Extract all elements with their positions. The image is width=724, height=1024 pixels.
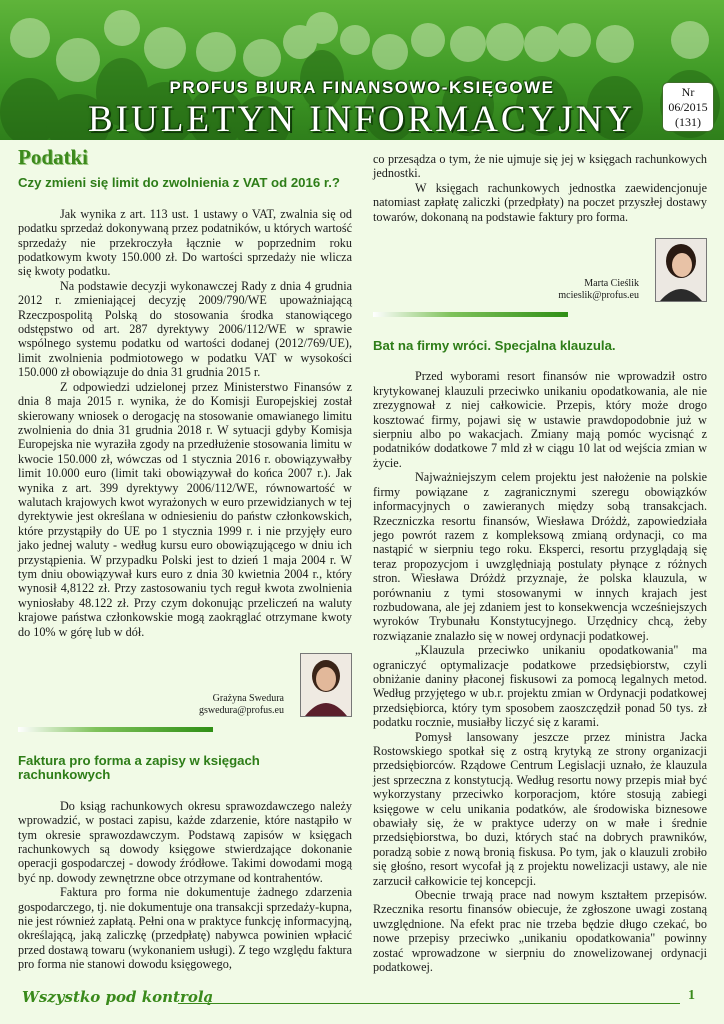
left-column (18, 145, 353, 972)
author-block (373, 238, 707, 308)
article-paragraph: W księgach rachunkowych jednostka zaewidencjonuje natomiast zapłatę zaliczki (przedpłaty) na poczet przyszłej dostawy towarów, dokonaną na podstawie faktury pro forma. (373, 180, 707, 224)
author-email: gswedura@profus.eu (198, 705, 284, 716)
article-paragraph: „Klauzula przeciwko unikaniu opodatkowania" ma ograniczyć optymalizacje podatkowe przedsiębiorstw, czyli obniżanie daniny płaconej fiskusowi za pomocą legalnych metod. Według przyjętego w ub.r. projektu zmian w Ordynacji podatkowej przedsiębiorca, który tym sposobem zaoszczędził ponad 50 tys. zł podatku rocznie, musiałby liczyć się z karami. (373, 643, 707, 730)
article-paragraph: Faktura pro forma nie dokumentuje żadnego zdarzenia gospodarczego, tj. nie dokumentuje ona transakcji sprzedaży-kupna, nie jest również zapłatą. Pełni ona w praktyce funkcję informacyjną, określającą, jaką zaliczkę (przedpłatę) nabywca powinien wpłacić przed dostawą towaru (wykonaniem usługi). Z tego względu faktura pro forma nie stanowi dowodu księgowego, (18, 885, 353, 972)
issue-label: Nr (681, 85, 695, 99)
issue-number: 06/2015 (668, 100, 708, 114)
article-paragraph: Jak wynika z art. 113 ust. 1 ustawy o VAT, zwalnia się od podatku sprzedaż dokonywaną przez podatników, u których wartość sprzedaży nie przekroczyła łącznie w poprzednim roku podatkowym kwoty 150.000 zł. Do wartości sprzedaży nie wlicza się kwoty podatku. (18, 206, 352, 279)
author-name: Grażyna Swedura (212, 693, 284, 704)
author-photo (655, 238, 707, 302)
article-paragraph: Najważniejszym celem projektu jest nałożenie na polskie firmy powiązane z zagranicznymi szeregu obowiązków informacyjnych o zawieranych między sobą transakcjach. Rzeczniczka resortu finansów, Wiesława Dróżdż, zapowiedziała jego powrót razem z kompleksową zmianą ordynacji, co ma nastąpić w sierpniu tego roku. Eksperci, resortu przyglądają się teraz propozycjom i uwzględniają postulaty płynące z różnych stron. Wiesława Dróżdż przyznaje, że polska klauzula, w porównaniu z tymi stosowanymi w innych krajach jest rozbudowana, ale jej zdaniem jest to konsekwencja wcześniejszych wyroków Trybunału Konstytucyjnego. Urzędnicy chcą, żeby rozwiązanie znalazło się w nowej ordynacji podatkowej. (373, 470, 707, 643)
article-paragraph: Obecnie trwają prace nad nowym kształtem przepisów. Rzecznika resortu finansów obiecuje, że zgłoszone uwagi zostaną uwzględnione. Na efekt prac nie trzeba będzie długo czekać, bo nowe przepisy przeciwko „unikaniu opodatkowania" powinny zostać wprowadzone w sierpniu do znowelizowanej ordynacji podatkowej. (373, 888, 707, 975)
article-title-vat-limit: Czy zmieni się limit do zwolnienia z VAT od 2016 r.? (18, 175, 340, 191)
author-name: Marta Cieślik (584, 278, 639, 290)
footer-slogan: Wszystko pod kontrolą (22, 988, 214, 1006)
issue-sequence: (131) (675, 115, 701, 129)
article-title-klauzula: Bat na firmy wróci. Specjalna klauzula. (373, 338, 616, 354)
author-info (558, 278, 639, 302)
article-paragraph: Przed wyborami resort finansów nie wprowadził ostro krytykowanej klauzuli przeciwko unikaniu opodatkowania, ale nie zrezygnował z niej całkowicie. Przepis, który może drogo kosztować firmy, pojawi się w ustawie prawdopodobnie już w sierpniu albo po wakacjach. Zmiany mają pomóc wycisnąć z podatników dodatkowe 7 mld zł w ciągu 10 lat od wejścia zmian w życie. (373, 369, 707, 470)
issue-number-box (662, 82, 714, 132)
publisher-name: PROFUS BIURA FINANSOWO-KSIĘGOWE (169, 78, 555, 97)
author-photo (300, 653, 352, 717)
section-divider (18, 727, 213, 732)
article-paragraph: Do ksiąg rachunkowych okresu sprawozdawczego należy wprowadzić, w postaci zapisu, każde zdarzenie, które nastąpiło w tym okresie sprawozdawczym. Podstawą zapisów w księgach rachunkowych są dowody księgowe stwierdzające dokonanie operacji gospodarczej - dowody źródłowe. Takimi dowodami mogą być np. dowody zewnętrzne obce otrzymane od kontrahentów. (18, 798, 352, 885)
article-title-pro-forma: Faktura pro forma a zapisy w księgach rachunkowych (18, 753, 260, 783)
footer-rule (178, 1003, 680, 1004)
article-paragraph: co przesądza o tym, że nie ujmuje się jej w księgach rachunkowych jednostki. (373, 152, 707, 181)
article-paragraph: Z odpowiedzi udzielonej przez Ministerstwo Finansów z dnia 8 maja 2015 r. wynika, że do Komisji Europejskiej został skierowany wniosek o derogację na stosowanie omawianego limitu zwolnienia do dnia 31 grudnia 2018 r. W sytuacji gdyby Komisja Europejska nie wyraziła zgody na przedłużenie stosowania limitu w kwocie 150.000 zł, wówczas od 1 stycznia 2016 r. obowiązywałby limit 10.000 euro (limit taki obowiązywał do końca 2007 r.). Jak wynika z art. 399 dyrektywy 2006/112/WE, równowartość w walutach krajowych kwot wyrażonych w euro przewidzianych w tej dyrektywie jest określana w odniesieniu do państw członkowskich, które przystąpiły do UE po 1 stycznia 1999 r. i nie przyjęły euro jako jednej waluty - według kursu euro obowiązującego w dniu ich przystąpienia. W przypadku Polski jest to dzień 1 maja 2004 r. W tym dniu obowiązywał kurs euro z dnia 30 kwietnia 2004 r., który wynosił 4,8122 zł. Przy zastosowaniu tych reguł kwota zwolnienia wyniosłaby 48.122 zł. Przy czym dokonując przeliczeń na waluty krajowe państwa członkowskie mogą zaokrąglać otrzymane kwoty do 10% w górę lub w dół. (18, 379, 352, 639)
author-block (18, 653, 352, 723)
section-divider (373, 312, 568, 317)
page-number: 1 (688, 988, 695, 1003)
author-email: mcieslik@profus.eu (558, 290, 639, 302)
article-paragraph: Pomysł lansowany jeszcze przez ministra Jacka Rostowskiego spotkał się z ostrą krytyką ze strony organizacji przedsiębiorców. Rządowe Centrum Legislacji uznało, że klauzula jest sprzeczna z konstytucją. Według resortu nowy przepis miał być wykorzystany przeciwko korporacjom, które stosują zabiegi księgowe w celu unikania podatków, ale środowiska biznesowe obawiały się, że w praktyce uderzy on w małe i średnie przedsiębiorstwa, bo duzi, których stać na dobrych prawników, poradzą sobie z nową bronią fiskusa. Po tym, jak o klauzuli zrobiło się głośno, resort wycofał ją z projektu nowelizacji ustawy, ale nie zarzucił całkowicie tej koncepcji. (373, 729, 707, 888)
header-banner (0, 0, 724, 140)
section-title: Podatki (18, 145, 89, 169)
newsletter-title: BIULETYN INFORMACYJNY (88, 99, 636, 140)
right-column (373, 152, 707, 975)
author-info (199, 693, 284, 717)
article-paragraph: Na podstawie decyzji wykonawczej Rady z dnia 4 grudnia 2012 r. zmieniającej decyzję 2009/790/WE upoważniającą Rzeczpospolitą Polską do stosowania środka stanowiącego odstępstwo od art. 287 dyrektywy 2006/112/WE w sprawie wspólnego systemu podatku od wartości dodanej (2012/769/UE), limit zwolnienia podmiotowego w podatku VAT w wysokości 150.000 zł obowiązuje do dnia 31 grudnia 2015 r. (18, 278, 352, 380)
